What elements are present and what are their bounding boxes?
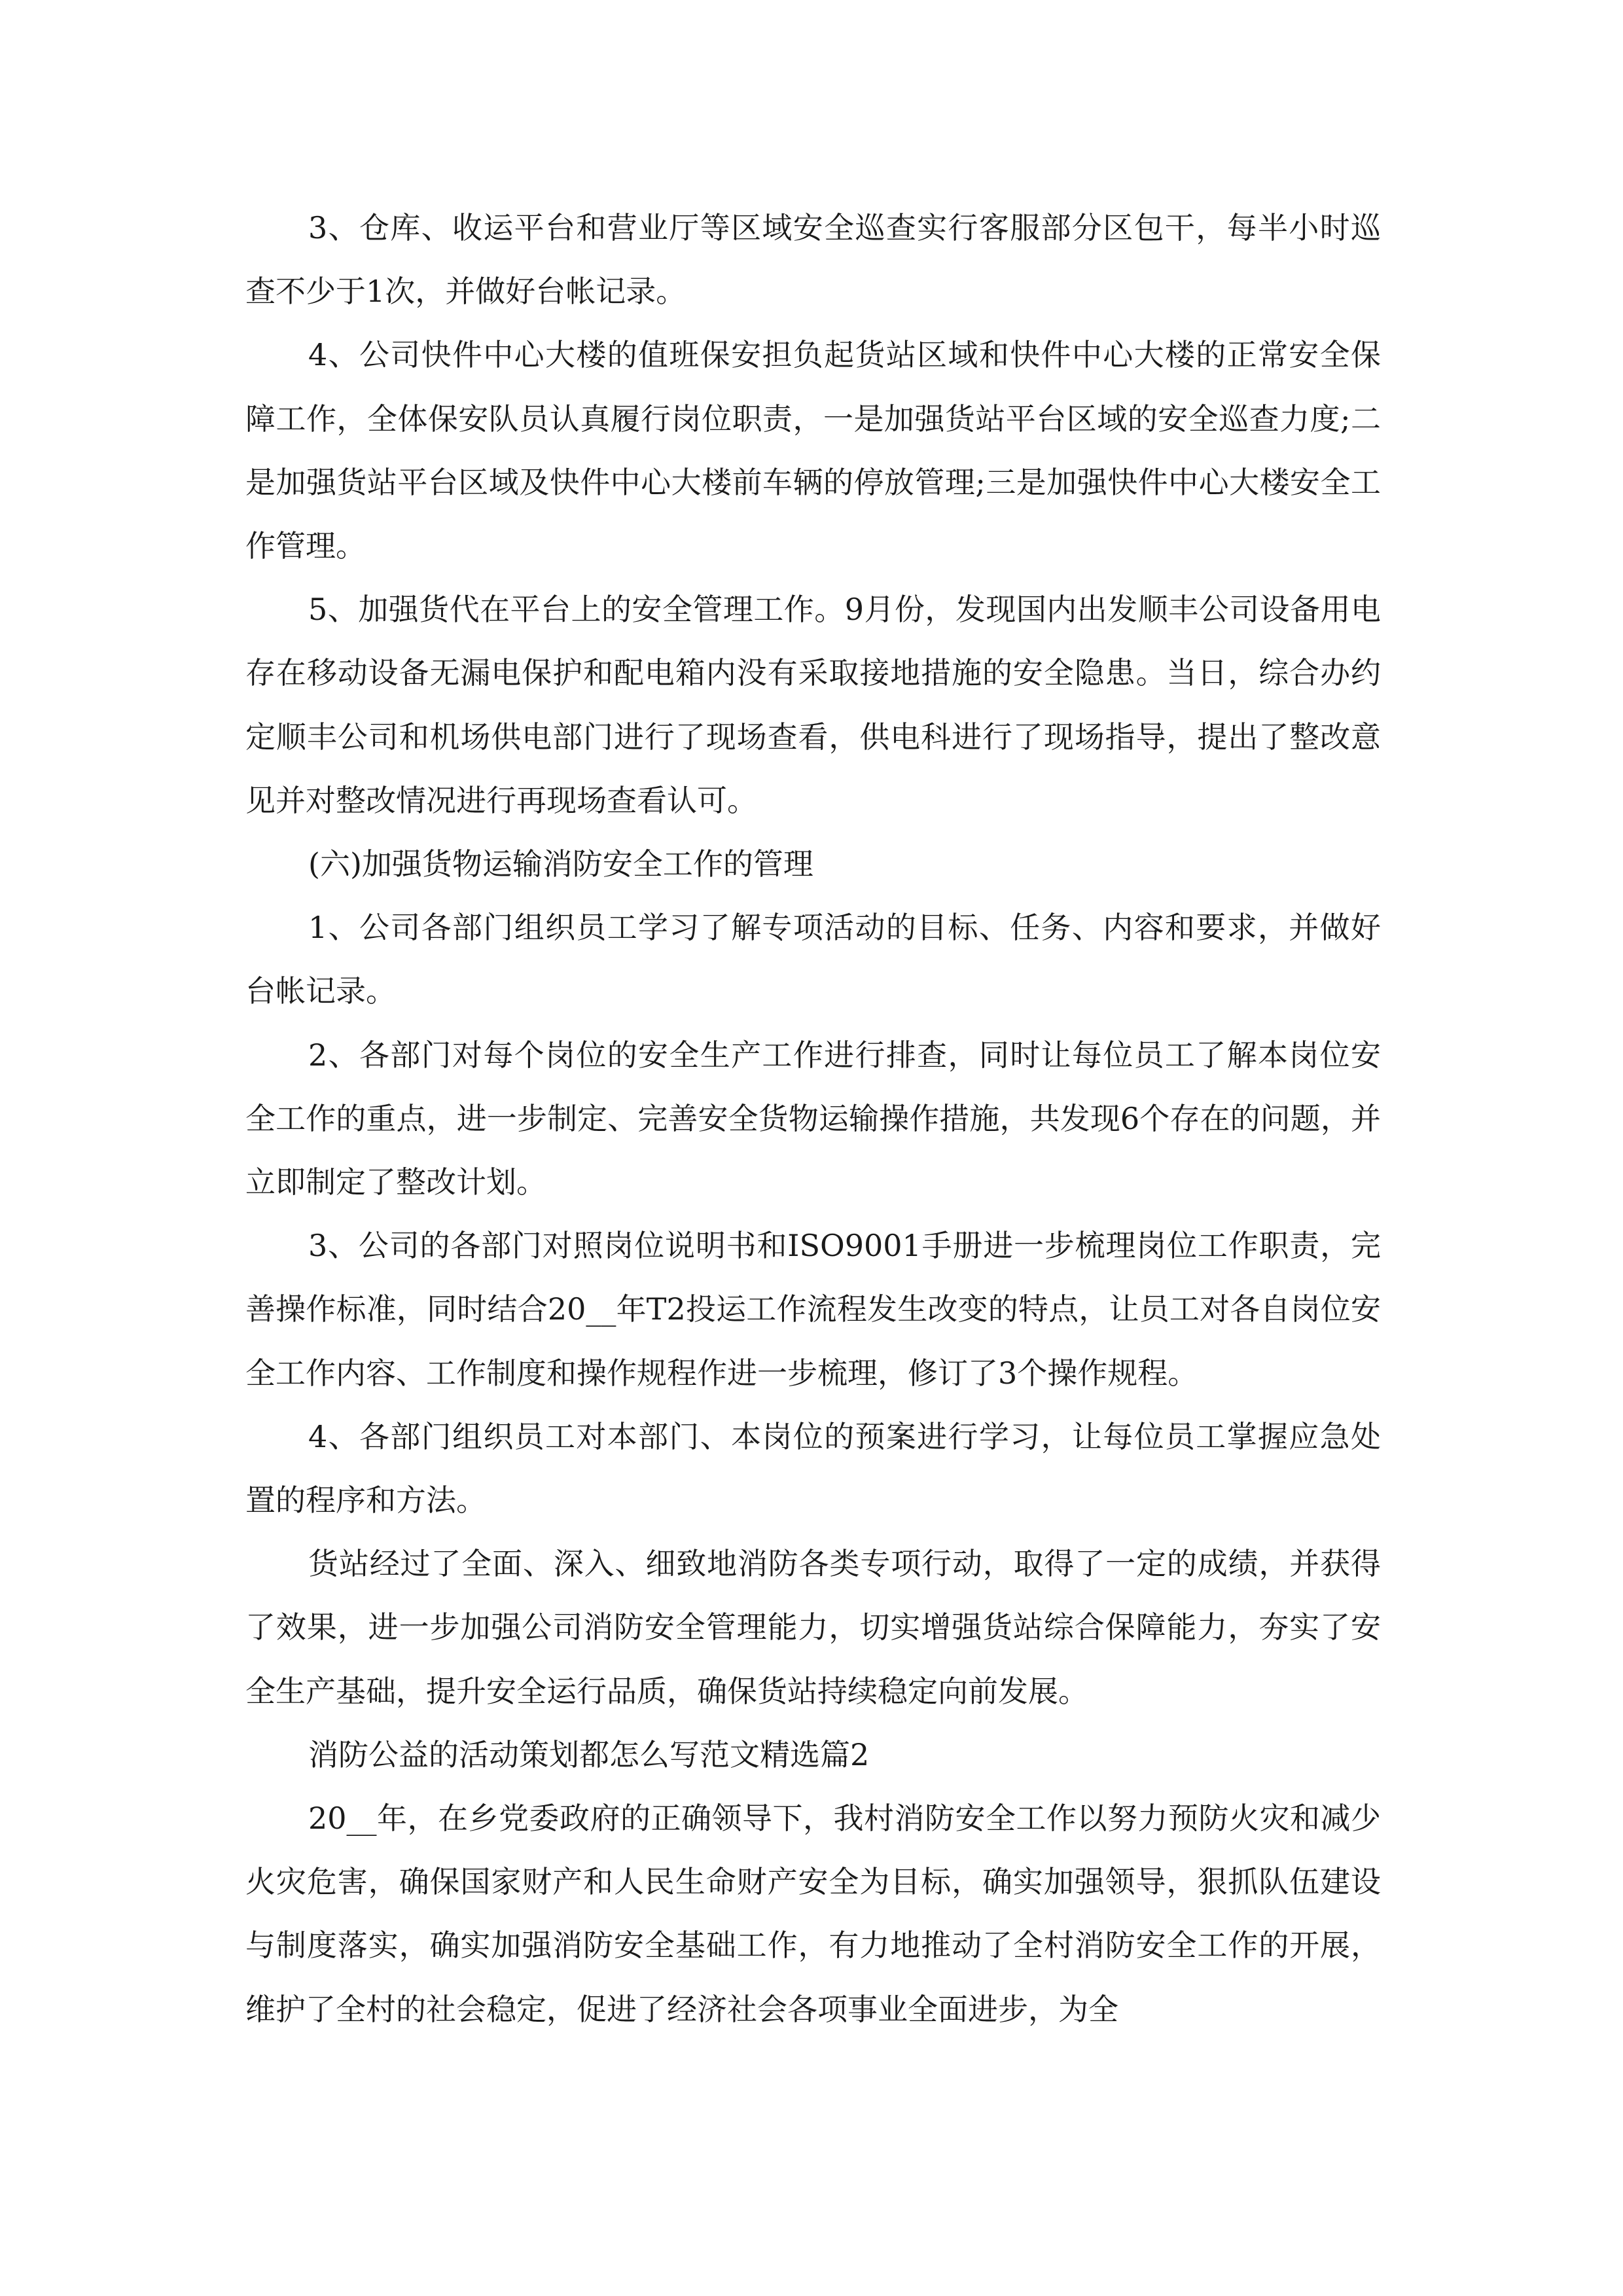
paragraph-forwarder-safety: 5、加强货代在平台上的安全管理工作。9月份，发现国内出发顺丰公司设备用电存在移动设备无漏电保护和配电箱内没有采取接地措施的安全隐患。当日，综合办约定顺丰公司和机场供电部门进行了现场查看，供电科进行了现场指导，提出了整改意见并对整改情况进行再现场查看认可。 [245,592,1381,818]
paragraph-village-fire-safety: 20__年，在乡党委政府的正确领导下，我村消防安全工作以努力预防火灾和减少火灾危害，确保国家财产和人民生命财产安全为目标，确实加强领导，狠抓队伍建设与制度落实，确实加强消防安全基础工作，有力地推动了全村消防安全工作的开展，维护了全村的社会稳定，促进了经济社会各项事业全面进步，为全 [245,1801,1381,2027]
paragraph-express-center-security: 4、公司快件中心大楼的值班保安担负起货站区域和快件中心大楼的正常安全保障工作，全体保安队员认真履行岗位职责，一是加强货站平台区域的安全巡查力度;二是加强货站平台区域及快件中心大楼前车辆的停放管理;三是加强快件中心大楼安全工作管理。 [245,337,1381,564]
paragraph-staff-study: 1、公司各部门组织员工学习了解专项活动的目标、任务、内容和要求，并做好台帐记录。 [245,910,1381,1009]
paragraph-emergency-plan: 4、各部门组织员工对本部门、本岗位的预案进行学习，让每位员工掌握应急处置的程序和方法。 [245,1418,1381,1518]
paragraph-iso-procedures: 3、公司的各部门对照岗位说明书和ISO9001手册进一步梳理岗位工作职责，完善操作标准，同时结合20__年T2投运工作流程发生改变的特点，让员工对各自岗位安全工作内容、工作制度和操作规程作进一步梳理，修订了3个操作规程。 [245,1228,1381,1391]
article-title-part-2: 消防公益的活动策划都怎么写范文精选篇2 [308,1736,870,1772]
paragraph-summary: 货站经过了全面、深入、细致地消防各类专项行动，取得了一定的成绩，并获得了效果，进一步加强公司消防安全管理能力，切实增强货站综合保障能力，夯实了安全生产基础，提升安全运行品质，确保货站持续稳定向前发展。 [245,1546,1381,1709]
document-body [245,196,1381,2041]
paragraph-post-inspection: 2、各部门对每个岗位的安全生产工作进行排查，同时让每位员工了解本岗位安全工作的重点，进一步制定、完善安全货物运输操作措施，共发现6个存在的问题，并立即制定了整改计划。 [245,1037,1381,1200]
paragraph-warehouse-patrol: 3、仓库、收运平台和营业厅等区域安全巡查实行客服部分区包干，每半小时巡查不少于1次，并做好台帐记录。 [245,210,1381,310]
section-heading-cargo-fire-safety: (六)加强货物运输消防安全工作的管理 [308,846,813,882]
